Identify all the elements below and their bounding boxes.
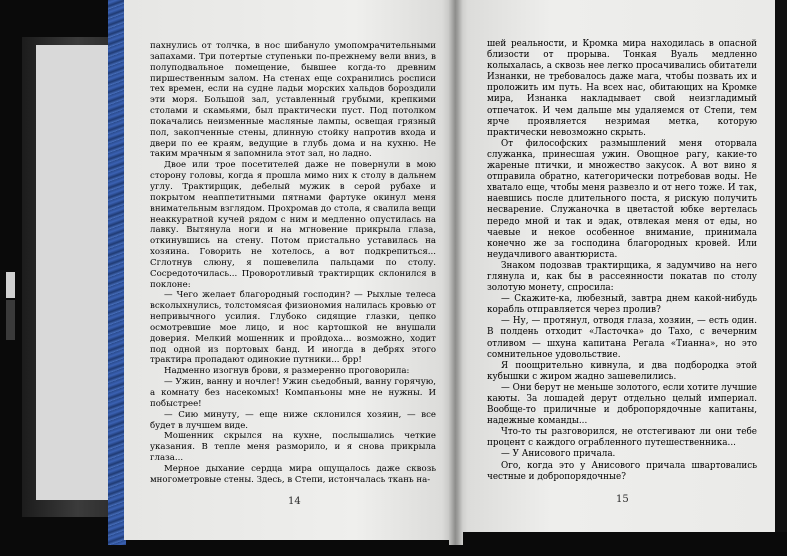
right-page-text <box>487 39 757 483</box>
paragraph: Ого, когда это у Анисового причала швартовались честные и добропорядочные? <box>487 460 757 482</box>
right-dark-edge <box>775 0 787 532</box>
paragraph: шей реальности, и Кромка мира находилась в опасной близости от прорыва. Тонкая Вуаль медленно колыхалась, а сквозь нее легко просачивались обитатели Изнанки, не требовалось даже мага, чтобы позвать их и проложить им путь. На всех нас, обитающих на Кромке мира, Изнанка накладывает свой неизгладимый отпечаток. И чем дальше мы удаляемся от Степи, тем ярче проявляется незримая метка, которую практически невозможно скрыть. <box>487 39 757 138</box>
paragraph: пахнулись от толчка, в нос шибанулo умопомрачительными запахами. Три потертые ступеньки по-прежнему вели вниз, в полуподвальное помещение, бывшее когда-то древним пиршественным залом. На стенах еще сохранились росписи тех времен, если на судне ладьи морских хальдов бороздили эти моря. Большой зал, уставленный грубыми, крепкими столами и скамьями, был практически пуст. Под потолком покачались неизменные масляные лампы, освещая грязный пол, закопченные стены, длинную стойку напротив входа и двери по ее краям, ведущие в глубь дома и на кухню. Не таким мрачным я запомнила этот зал, но ладно. <box>150 41 436 160</box>
book-gutter <box>449 0 463 545</box>
paragraph: — Ужин, ванну и ночлег! Ужин сьедобный, ванну горячую, а комнату без насекомых! Компаньоны мне не нужны. И побыстрее! <box>150 377 436 409</box>
paragraph: — Сию минуту, — еще ниже склонился хозяин, — все будет в лучшем виде. <box>150 409 436 431</box>
paragraph: От философских размышлений меня оторвала служанка, принесшая ужин. Овощное рагу, какие-то жареные птички, и множество закусок. А вот вино я отправила обратно, категорически потребовав воды. Не хватало еще, чтобы меня развезло и от него тоже. И так, наевшись после длительного поста, я рискую получить несварение. Служаночка в цветастой юбке вертелась передо мной и так и эдак, отвлекая меня от еды, но чаевые и некое особенное внимание, принимала конечно же за господина благородных кровей. Или неудачливого авантюриста. <box>487 138 757 260</box>
right-page-number: 15 <box>616 494 629 505</box>
scanner-clip-dark <box>6 300 15 340</box>
left-page-text <box>150 41 436 486</box>
paragraph: Что-то ты разговорился, не отстегивают ли они тебе процент с каждого ограбленного путешественника... <box>487 427 757 449</box>
cover-inner-panel <box>36 45 118 500</box>
paragraph: — Ну, — протянул, отводя глаза, хозяин, — есть один. В полдень отходит «Ласточка» до Тахо, с вечерним отливом — шхуна капитана Регала «Тианна», но это сомнительное удовольствие. <box>487 316 757 360</box>
paragraph: Знаком подозвав трактирщика, я задумчиво на него глянула и, как бы в рассеянности покатав по столу золотую монету, спросила: <box>487 260 757 294</box>
paragraph: Я поощрительно кивнула, и два подбородка этой кубышки с жиром жадно зашевелились. <box>487 360 757 382</box>
paragraph: — Чего желает благородный господин? — Рыхлые телеса всколыхнулись, толстомясая физиономия налилась кровью от непривычного усилия. Глубоко сидящие глазки, цепко осмотревшие мое лицо, и нос картошкой не внушали доверия. Мелкий мошенник и пройдоха... возможно, ходит под одной из портовых банд. И иногда в дебрях этого трактира пропадают одинокие путники... брр! <box>150 290 436 366</box>
paragraph: Двое или трое посетителей даже не повернули в мою сторону головы, когда я прошла мимо них к столу в дальнем углу. Трактирщик, дебелый мужик в серой рубахе и покрытом неаппетитными пятнами фартуке окинул меня внимательным взглядом. Прохромав до стола, я свалила вещи неаккуратной кучей рядом с ним и медленно опустилась на лавку. Вытянула ноги и на мгновение прикрыла глаза, откинувшись на стену. Потом пристально уставилась на хозяина. Говорить не хотелось, а вот подкрепиться... Сглотнув слюну, я пошевелила пальцами по столу. Сосредоточилась... Проворотливый трактирщик склонился в поклоне: <box>150 160 436 290</box>
paragraph: Мошенник скрылся на кухне, послышались четкие указания. В тепле меня разморило, и я снова прикрыла глаза... <box>150 431 436 464</box>
paragraph: — У Анисового причала. <box>501 449 616 460</box>
paragraph: — Скажите-ка, любезный, завтра днем какой-нибудь корабль отправляется через пролив? <box>487 294 757 316</box>
paragraph: — Они берут не меньше золотого, если хотите лучшие каюты. За лошадей дерут отдельно целый империал. Вообще-то приличные и добропорядочные капитаны, надежные команды... <box>487 382 757 427</box>
paragraph: Мерное дыхание сердца мира ощущалось даже сквозь многометровые стены. Здесь, в Степи, истончалась ткань на- <box>150 463 436 485</box>
scanner-clip-light <box>6 272 15 298</box>
paragraph: Надменно изогнув брови, я размеренно проговорила: <box>164 366 410 377</box>
left-page-number: 14 <box>288 496 301 507</box>
